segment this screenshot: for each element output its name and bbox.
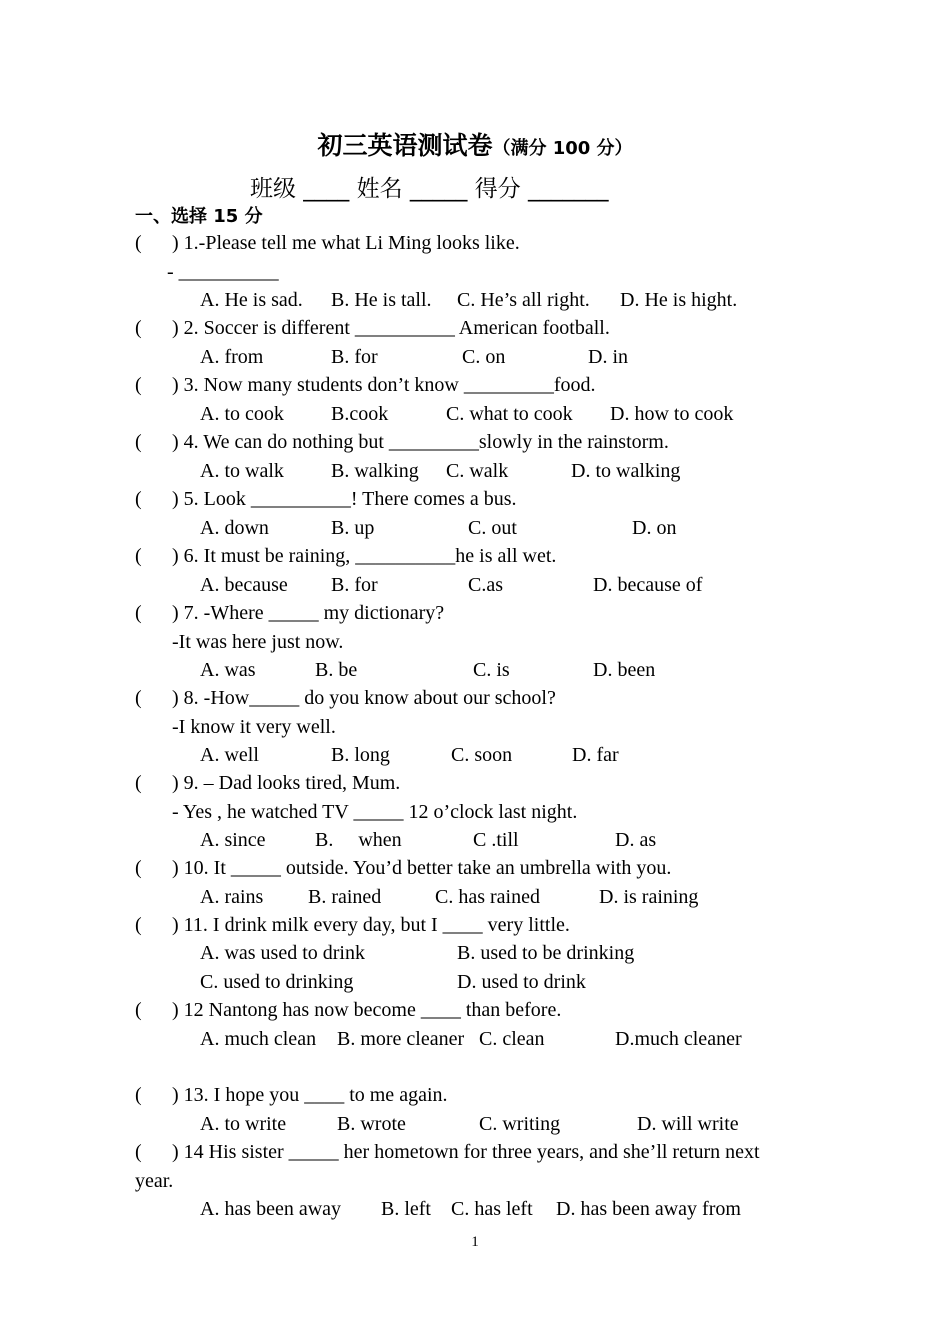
question-text: ) 6. It must be raining, __________he is all wet. xyxy=(172,545,557,567)
option-c: C. out xyxy=(468,517,517,539)
option-c: C. He’s all right. xyxy=(457,289,590,311)
option-b: B. more cleaner xyxy=(337,1028,465,1050)
question-9-extra: - Yes , he watched TV _____ 12 o’clock last night. xyxy=(172,801,578,823)
option-d: D. because of xyxy=(593,574,703,596)
option-a: A. has been away xyxy=(200,1198,342,1220)
option-a: A. was xyxy=(200,659,256,681)
question-text: ) 10. It _____ outside. You’d better take an umbrella with you. xyxy=(172,857,672,879)
answer-paren: ( xyxy=(135,1141,142,1163)
option-b: B. be xyxy=(315,659,358,681)
answer-paren: ( xyxy=(135,374,142,396)
option-d: D. used to drink xyxy=(457,971,586,993)
section-heading: 一、选择 15 分 xyxy=(135,206,263,227)
question-text: ) 7. -Where _____ my dictionary? xyxy=(172,602,445,624)
page-number: 1 xyxy=(471,1234,479,1250)
option-c: C. clean xyxy=(479,1028,545,1050)
option-c: C. what to cook xyxy=(446,403,573,425)
question-text: ) 14 His sister _____ her hometown for three years, and she’ll return next xyxy=(172,1141,760,1163)
option-a: A. well xyxy=(200,744,259,766)
answer-paren: ( xyxy=(135,232,142,254)
question-text: ) 9. – Dad looks tired, Mum. xyxy=(172,772,401,794)
option-d: D. in xyxy=(588,346,628,368)
question-text: ) 5. Look __________! There comes a bus. xyxy=(172,488,517,510)
option-a: A. to write xyxy=(200,1113,287,1135)
option-c: C.as xyxy=(468,574,503,596)
option-d: D. will write xyxy=(637,1113,739,1135)
option-c: C. soon xyxy=(451,744,513,766)
option-b: B. left xyxy=(381,1198,431,1220)
answer-paren: ( xyxy=(135,772,142,794)
option-d: D. on xyxy=(632,517,677,539)
option-d: D. far xyxy=(572,744,619,766)
option-d: D.much cleaner xyxy=(615,1028,742,1050)
option-b: B.cook xyxy=(331,403,389,425)
option-a: A. because xyxy=(200,574,288,596)
answer-paren: ( xyxy=(135,687,142,709)
option-d: D. been xyxy=(593,659,656,681)
option-a: A. from xyxy=(200,346,264,368)
option-a: A. was used to drink xyxy=(200,942,365,964)
option-d: D. has been away from xyxy=(556,1198,741,1220)
question-text: ) 1.-Please tell me what Li Ming looks like. xyxy=(172,232,520,254)
answer-paren: ( xyxy=(135,545,142,567)
question-text: ) 8. -How_____ do you know about our school? xyxy=(172,687,556,709)
option-b: B. wrote xyxy=(337,1113,406,1135)
option-c: C. is xyxy=(473,659,510,681)
option-d: D. how to cook xyxy=(610,403,734,425)
option-d: D. is raining xyxy=(599,886,699,908)
option-c: C. has rained xyxy=(435,886,540,908)
question-8-extra: -I know it very well. xyxy=(172,716,336,738)
answer-paren: ( xyxy=(135,602,142,624)
option-c: C. walk xyxy=(446,460,509,482)
option-b: B. for xyxy=(331,346,378,368)
option-a: A. much clean xyxy=(200,1028,317,1050)
answer-paren: ( xyxy=(135,317,142,339)
option-a: A. since xyxy=(200,829,266,851)
option-b: B. up xyxy=(331,517,375,539)
option-c: C. has left xyxy=(451,1198,533,1220)
option-a: A. down xyxy=(200,517,269,539)
option-a: A. to cook xyxy=(200,403,284,425)
option-c: C .till xyxy=(473,829,519,851)
option-a: A. rains xyxy=(200,886,264,908)
option-c: C. used to drinking xyxy=(200,971,354,993)
student-info-line: 班级 ____ 姓名 _____ 得分 _______ xyxy=(250,176,609,202)
option-d: D. as xyxy=(615,829,657,851)
option-b: B. for xyxy=(331,574,378,596)
question-1-extra: - __________ xyxy=(167,261,279,283)
option-b: B. used to be drinking xyxy=(457,942,635,964)
option-b: B. rained xyxy=(308,886,382,908)
exam-title xyxy=(0,126,950,162)
answer-paren: ( xyxy=(135,488,142,510)
option-d: D. to walking xyxy=(571,460,681,482)
option-b: B. long xyxy=(331,744,390,766)
answer-paren: ( xyxy=(135,1084,142,1106)
exam-title-score: （满分 100 分） xyxy=(492,138,633,159)
option-b: B. walking xyxy=(331,460,419,482)
option-c: C. on xyxy=(462,346,506,368)
question-text: ) 2. Soccer is different __________ American football. xyxy=(172,317,610,339)
option-a: A. to walk xyxy=(200,460,284,482)
option-b: B. when xyxy=(315,829,402,851)
question-text: ) 11. I drink milk every day, but I ____ very little. xyxy=(172,914,570,936)
answer-paren: ( xyxy=(135,431,142,453)
answer-paren: ( xyxy=(135,999,142,1021)
question-text: ) 12 Nantong has now become ____ than before. xyxy=(172,999,562,1021)
question-14-extra: year. xyxy=(135,1170,174,1192)
option-b: B. He is tall. xyxy=(331,289,432,311)
question-text: ) 3. Now many students don’t know _________food. xyxy=(172,374,596,396)
answer-paren: ( xyxy=(135,914,142,936)
answer-paren: ( xyxy=(135,857,142,879)
option-c: C. writing xyxy=(479,1113,561,1135)
exam-title-main: 初三英语测试卷 xyxy=(317,131,493,160)
option-d: D. He is hight. xyxy=(620,289,738,311)
question-7-extra: -It was here just now. xyxy=(172,631,344,653)
question-text: ) 4. We can do nothing but _________slowly in the rainstorm. xyxy=(172,431,669,453)
question-text: ) 13. I hope you ____ to me again. xyxy=(172,1084,448,1106)
option-a: A. He is sad. xyxy=(200,289,303,311)
